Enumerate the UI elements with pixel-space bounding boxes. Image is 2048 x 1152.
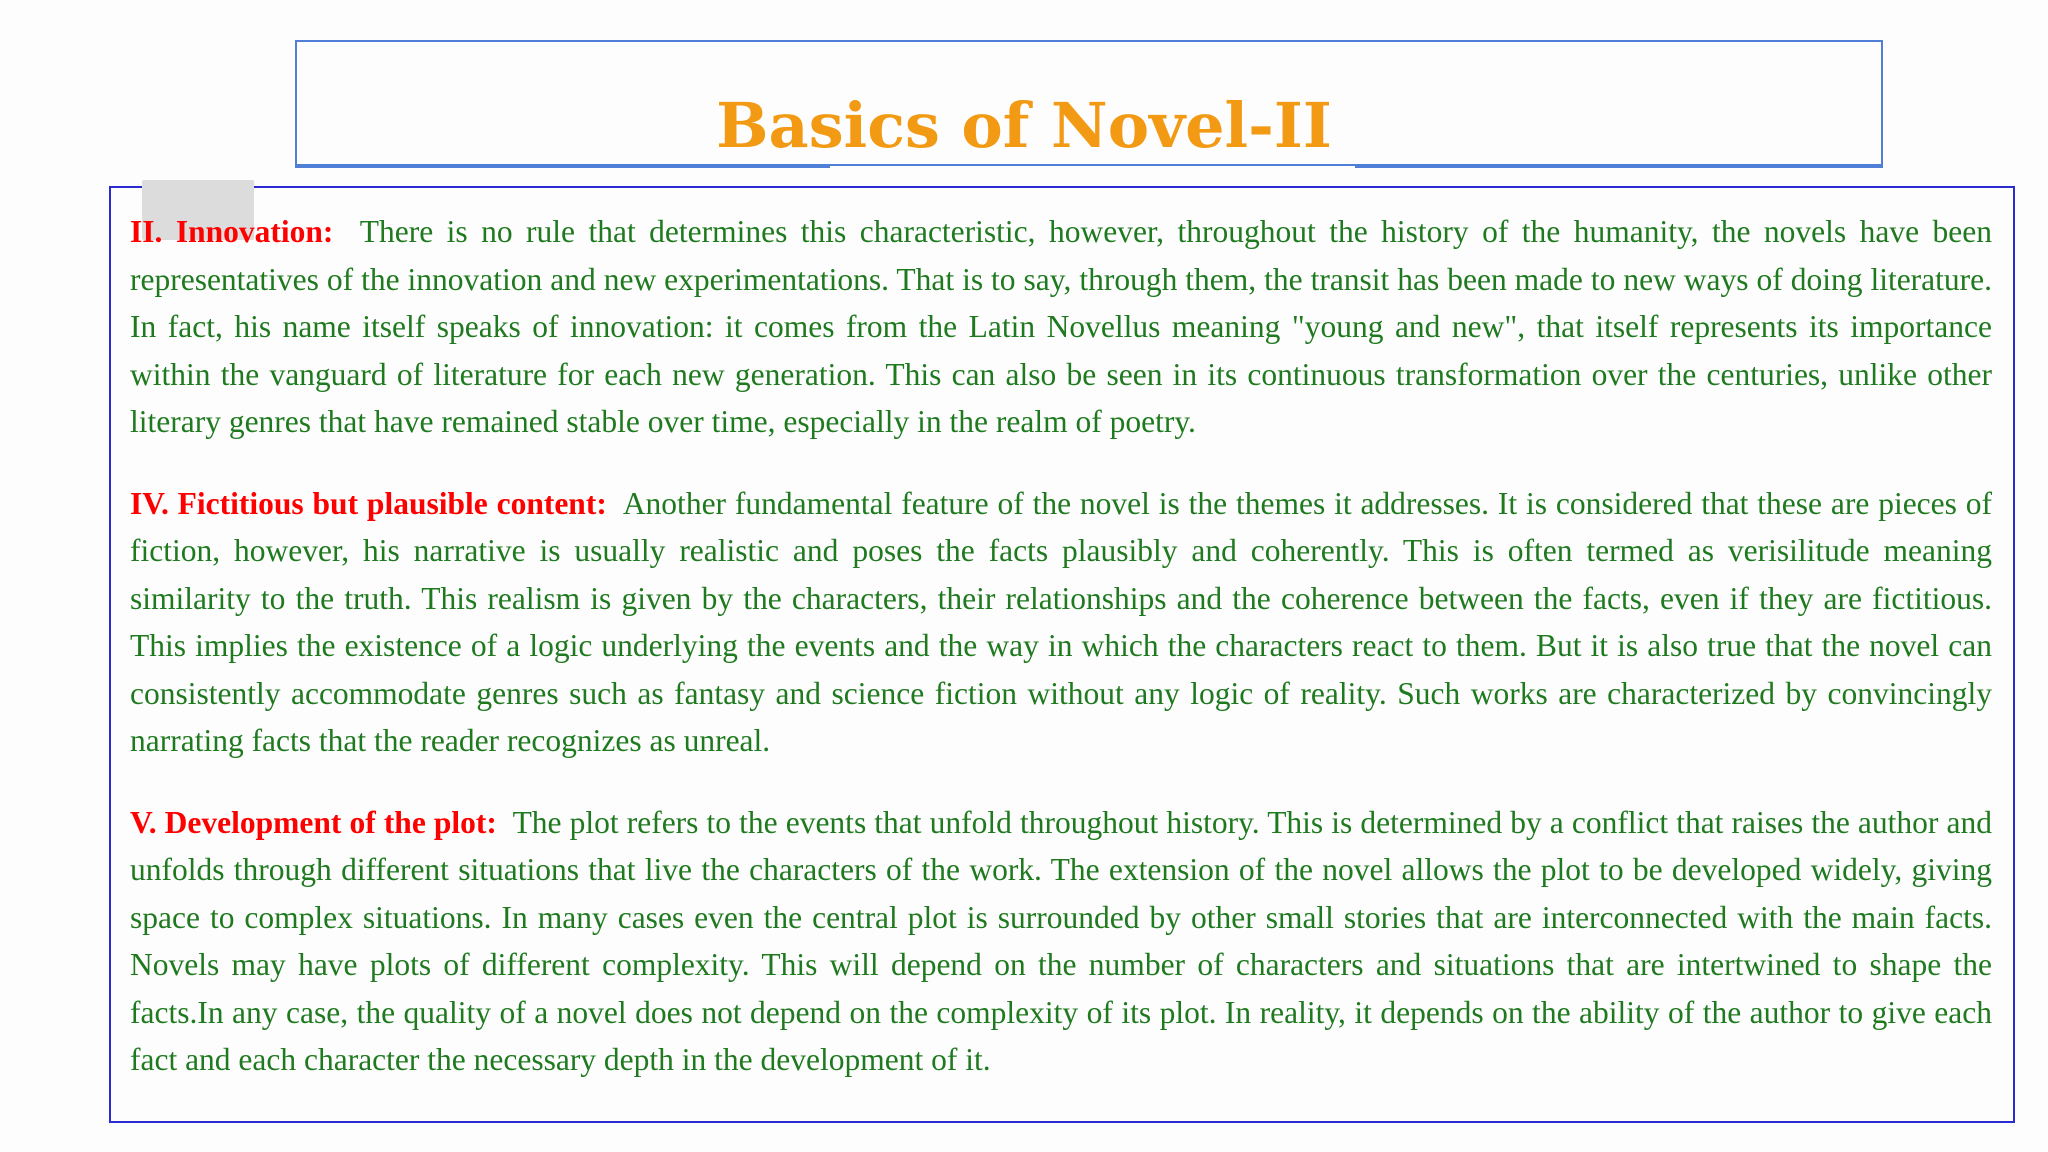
section-plot-development xyxy=(130,799,1992,1084)
title-underline-right xyxy=(1355,166,1883,168)
section-innovation xyxy=(130,208,1992,446)
section-body: The plot refers to the events that unfold throughout history. This is determined by a conflict that raises the author and unfolds through different situations that live the characters of the work. The extension of the novel allows the plot to be developed widely, giving space to complex situations. In many cases even the central plot is surrounded by other small stories that are interconnected with the main facts. Novels may have plots of different complexity. This will depend on the number of characters and situations that are intertwined to shape the facts.In any case, the quality of a novel does not depend on the complexity of its plot. In reality, it depends on the ability of the author to give each fact and each character the necessary depth in the development of it. xyxy=(130,804,1992,1077)
section-fictitious-content xyxy=(130,480,1992,765)
content-text xyxy=(130,208,1992,1118)
section-heading: V. Development of the plot: xyxy=(130,804,497,840)
section-heading: II. Innovation: xyxy=(130,214,334,249)
slide-title: Basics of Novel-II xyxy=(716,89,1332,162)
section-heading: IV. Fictitious but plausible content: xyxy=(130,485,607,521)
section-body: Another fundamental feature of the novel is the themes it addresses. It is considered that these are pieces of fiction, however, his narrative is usually realistic and poses the facts plausibly and coherently. This is often termed as verisilitude meaning similarity to the truth. This realism is given by the characters, their relationships and the coherence between the facts, even if they are fictitious. This implies the existence of a logic underlying the events and the way in which the characters react to them. But it is also true that the novel can consistently accommodate genres such as fantasy and science fiction without any logic of reality. Such works are characterized by convincingly narrating facts that the reader recognizes as unreal. xyxy=(130,485,1992,758)
section-body: There is no rule that determines this characteristic, however, throughout the history of the humanity, the novels have been representatives of the innovation and new experimentations. That is to say, through them, the transit has been made to new ways of doing literature. In fact, his name itself speaks of innovation: it comes from the Latin Novellus meaning "young and new", that itself represents its importance within the vanguard of literature for each new generation. This can also be seen in its continuous transformation over the centuries, unlike other literary genres that have remained stable over time, especially in the realm of poetry. xyxy=(130,214,1992,439)
title-underline-left xyxy=(295,166,830,168)
